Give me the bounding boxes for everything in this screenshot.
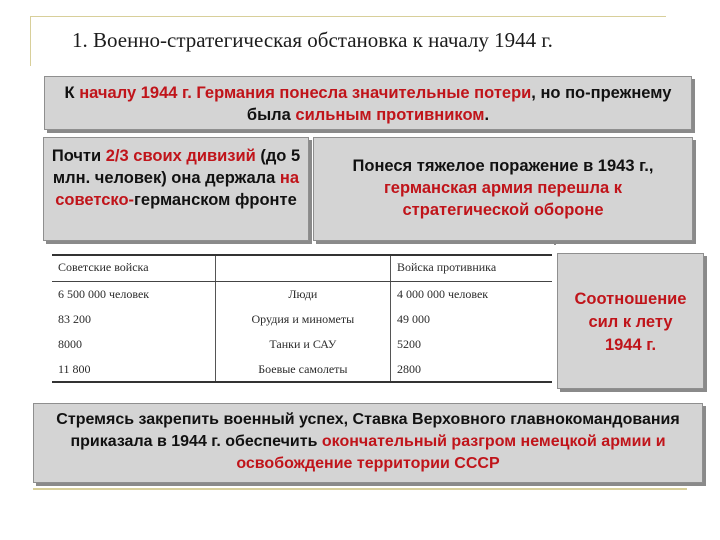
cell: 83 200 (52, 307, 215, 332)
cell: 4 000 000 человек (397, 287, 489, 301)
cell: 2800 (397, 362, 421, 376)
header-category (215, 254, 390, 282)
cell: 6 500 000 человек (52, 282, 215, 308)
text: (до 5 млн. человек) она держала (52, 147, 301, 187)
highlight: окончательный разгром немецкой армии и освобождение территории СССР (236, 433, 666, 472)
cell: Орудия и минометы (215, 307, 390, 332)
cell: 11 800 (52, 357, 215, 382)
bottom-rule (33, 488, 687, 490)
cell: 8000 (52, 332, 215, 357)
highlight: сильным противником (295, 106, 485, 124)
highlight: 2/3 своих дивизий (105, 147, 256, 165)
cell: Танки и САУ (215, 332, 390, 357)
cell: 5200 (397, 337, 421, 351)
forces-table (52, 254, 552, 382)
title-rule-top (30, 16, 666, 17)
header-soviet: Советские войска (52, 254, 215, 282)
cell: Люди (215, 282, 390, 308)
highlight: началу 1944 г. Германия понесла значительные потери (79, 84, 532, 102)
table-row (52, 332, 552, 357)
text: германском фронте (134, 191, 297, 209)
table-row (52, 357, 552, 382)
highlight: на советско- (55, 169, 300, 209)
highlight: Соотношение сил к лету 1944 г. (574, 290, 687, 354)
stray-dot (554, 243, 556, 245)
highlight: германская армия перешла к стратегической обороне (383, 179, 623, 219)
divisions-box (43, 137, 309, 241)
text: Понеся тяжелое поражение в 1943 г., (352, 157, 654, 175)
title-rule-left (30, 16, 31, 66)
header-enemy: Войска противника (391, 254, 553, 282)
cell: 49 000 (397, 312, 430, 326)
defense-box (313, 137, 693, 241)
slide-title: 1. Военно-стратегическая обстановка к началу 1944 г. (72, 28, 553, 52)
cell: Боевые самолеты (215, 357, 390, 382)
table-row (52, 307, 552, 332)
text: К (64, 84, 80, 102)
text: Почти (51, 147, 106, 165)
summary-box-losses (44, 76, 692, 130)
ratio-box (557, 253, 704, 389)
table-row (52, 282, 552, 308)
text: Стремясь закрепить военный успех, Ставка Верховного главнокомандования приказала в 1944 г. обеспечить (56, 411, 680, 450)
text: . (484, 106, 490, 124)
text: , но по-прежнему была (246, 84, 672, 124)
stavka-order-box (33, 403, 703, 483)
table-header-row (52, 254, 552, 282)
